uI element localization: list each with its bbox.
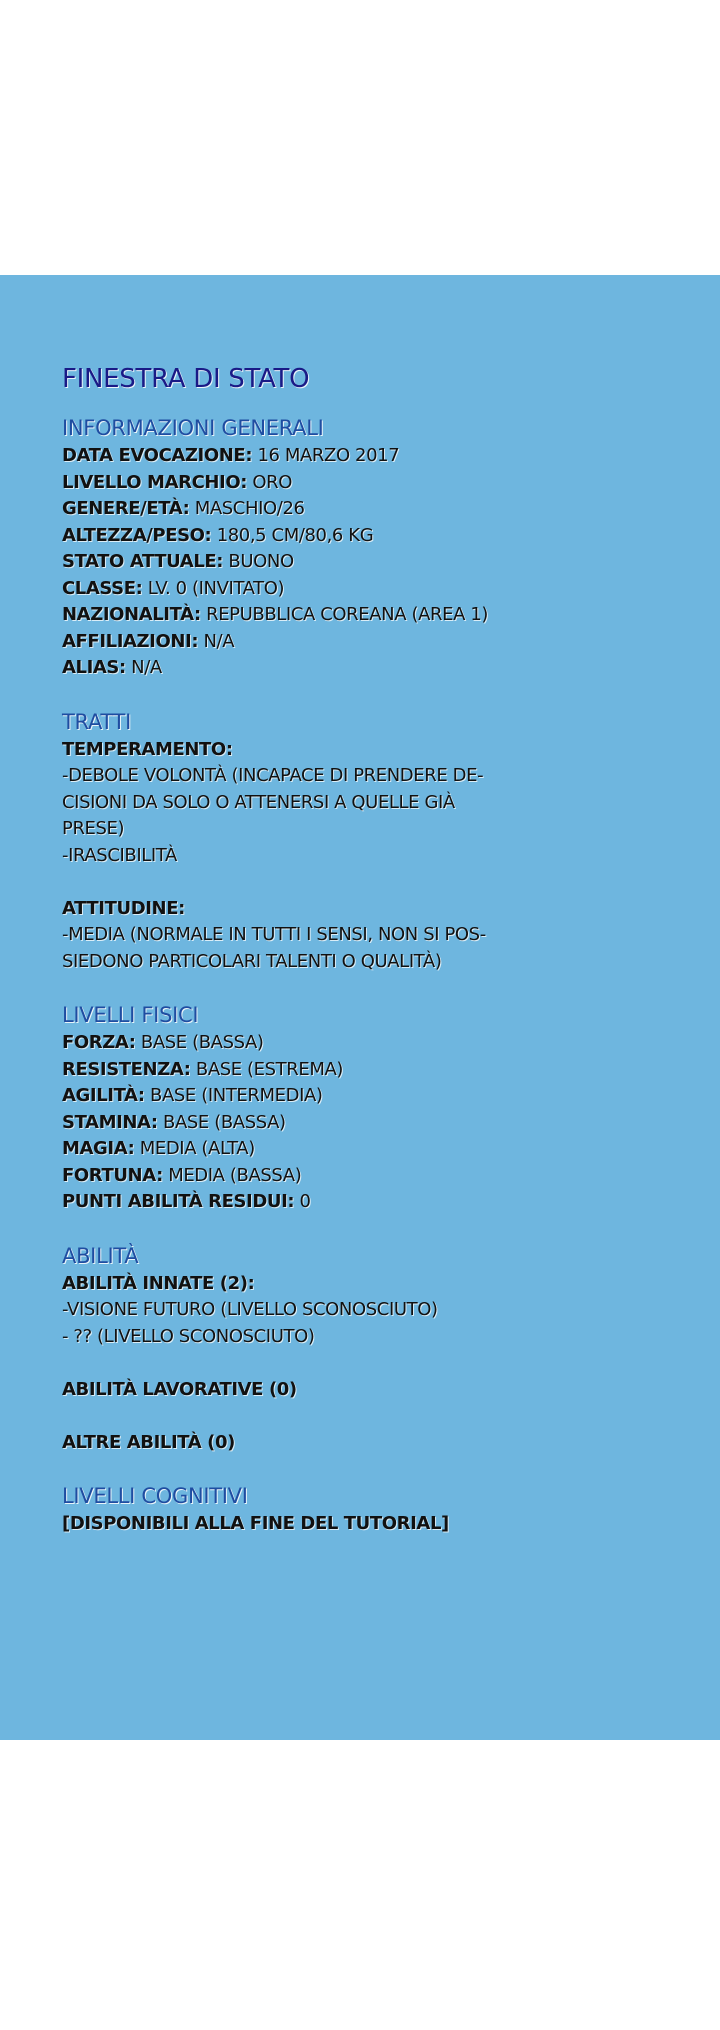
- innate-ability-line: -VISIONE FUTURO (LIVELLO SCONOSCIUTO): [62, 1299, 438, 1320]
- physical-row: [62, 1030, 680, 1057]
- physical-row: [62, 1083, 680, 1110]
- physical-row: [62, 1136, 680, 1163]
- row-label: ALIAS:: [62, 657, 126, 678]
- other-abilities-label: ALTRE ABILITÀ (0): [62, 1431, 235, 1453]
- row-value: 16 MARZO 2017: [257, 445, 400, 466]
- temperament-line: PRESE): [62, 818, 125, 839]
- attitude-label: ATTITUDINE:: [62, 897, 185, 919]
- innate-abilities-label: ABILITÀ INNATE (2):: [62, 1272, 255, 1294]
- general-info-row: [62, 629, 680, 656]
- row-value: BASE (INTERMEDIA): [150, 1085, 323, 1106]
- spacer: [62, 869, 680, 896]
- cognitive-levels-note: [DISPONIBILI ALLA FINE DEL TUTORIAL]: [62, 1513, 449, 1534]
- innate-ability-line: - ?? (LIVELLO SCONOSCIUTO): [62, 1325, 315, 1347]
- general-info-row: [62, 523, 680, 550]
- row-label: CLASSE:: [62, 577, 143, 599]
- row-label: MAGIA:: [62, 1138, 135, 1159]
- physical-row: [62, 1163, 680, 1190]
- cognitive-levels-section: [62, 1482, 680, 1538]
- general-info-row: [62, 549, 680, 576]
- abilities-heading: ABILITÀ: [62, 1243, 139, 1268]
- spacer: [62, 1350, 680, 1377]
- physical-row: [62, 1189, 680, 1216]
- row-label: DATA EVOCAZIONE:: [62, 445, 253, 466]
- row-label: GENERE/ETÀ:: [62, 498, 190, 519]
- row-label: STAMINA:: [62, 1111, 158, 1133]
- general-info-row: [62, 655, 680, 682]
- row-label: LIVELLO MARCHIO:: [62, 471, 248, 493]
- physical-levels-section: [62, 1001, 680, 1216]
- row-value: 180,5 CM/80,6 KG: [216, 524, 374, 546]
- temperament-line: -IRASCIBILITÀ: [62, 844, 177, 866]
- row-label: STATO ATTUALE:: [62, 551, 224, 572]
- general-info-heading: INFORMAZIONI GENERALI: [62, 416, 324, 440]
- status-window-panel: [0, 275, 720, 1740]
- row-value: MEDIA (ALTA): [139, 1138, 255, 1159]
- row-label: FORTUNA:: [62, 1164, 163, 1186]
- physical-row: [62, 1110, 680, 1137]
- row-value: N/A: [131, 657, 162, 678]
- physical-levels-heading: LIVELLI FISICI: [62, 1003, 199, 1027]
- cognitive-levels-heading: LIVELLI COGNITIVI: [62, 1484, 248, 1508]
- row-value: MEDIA (BASSA): [168, 1164, 302, 1186]
- row-value: BUONO: [228, 551, 294, 572]
- traits-heading: TRATTI: [62, 709, 131, 734]
- work-abilities-label: ABILITÀ LAVORATIVE (0): [62, 1378, 297, 1400]
- row-value: LV. 0 (INVITATO): [147, 577, 285, 599]
- row-label: RESISTENZA:: [62, 1058, 191, 1080]
- row-label: PUNTI ABILITÀ RESIDUI:: [62, 1191, 295, 1212]
- row-value: 0: [299, 1191, 311, 1212]
- abilities-section: [62, 1242, 680, 1457]
- general-info-section: [62, 414, 680, 682]
- spacer: [62, 1403, 680, 1430]
- general-info-row: [62, 470, 680, 497]
- row-value: BASE (BASSA): [140, 1032, 264, 1053]
- row-value: BASE (BASSA): [163, 1111, 286, 1133]
- general-info-row: [62, 496, 680, 523]
- temperament-line: -DEBOLE VOLONTÀ (INCAPACE DI PRENDERE DE-: [62, 765, 484, 786]
- row-value: REPUBBLICA COREANA (AREA 1): [206, 604, 488, 625]
- row-label: AGILITÀ:: [62, 1085, 145, 1106]
- row-value: ORO: [252, 471, 293, 493]
- traits-section: [62, 708, 680, 976]
- row-value: N/A: [203, 630, 235, 652]
- temperament-line: CISIONI DA SOLO O ATTENERSI A QUELLE GIÀ: [62, 791, 455, 813]
- general-info-row: [62, 576, 680, 603]
- row-label: AFFILIAZIONI:: [62, 630, 199, 652]
- attitude-line: SIEDONO PARTICOLARI TALENTI O QUALITÀ): [62, 950, 442, 972]
- general-info-row: [62, 602, 680, 629]
- row-label: ALTEZZA/PESO:: [62, 524, 212, 546]
- attitude-line: -MEDIA (NORMALE IN TUTTI I SENSI, NON SI POS-: [62, 924, 486, 945]
- status-window-title: FINESTRA DI STATO: [62, 364, 310, 394]
- row-value: BASE (ESTREMA): [195, 1058, 344, 1080]
- row-label: FORZA:: [62, 1032, 136, 1053]
- temperament-label: TEMPERAMENTO:: [62, 738, 233, 760]
- row-value: MASCHIO/26: [194, 498, 305, 519]
- physical-row: [62, 1057, 680, 1084]
- row-label: NAZIONALITÀ:: [62, 604, 201, 625]
- general-info-row: [62, 443, 680, 470]
